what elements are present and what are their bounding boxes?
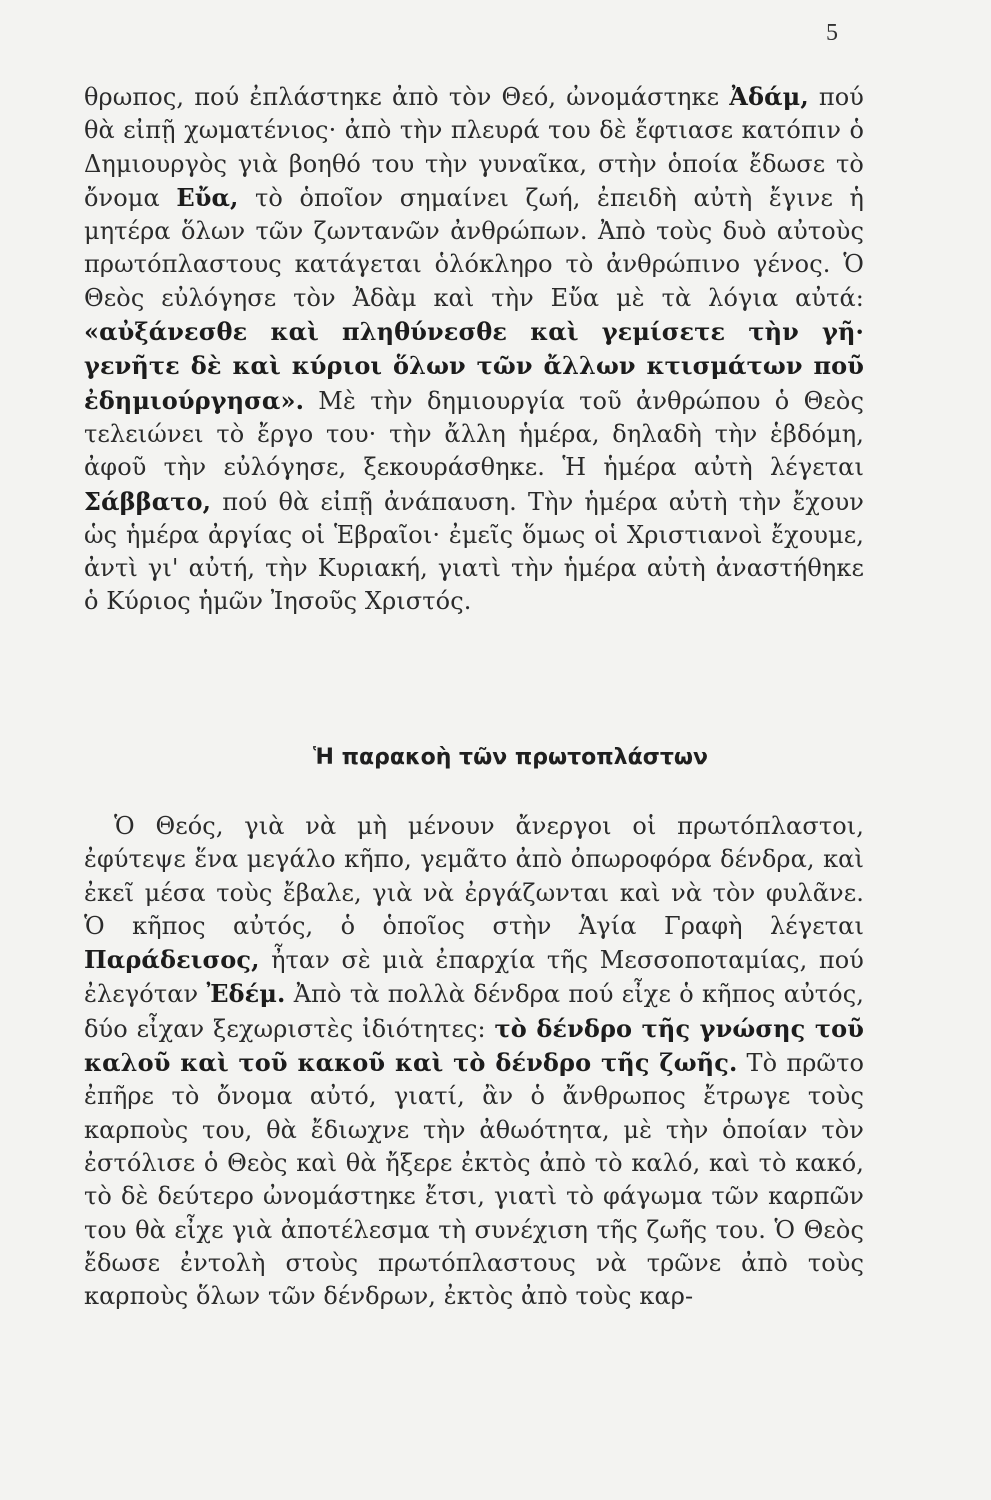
section-heading: Ἡ παρακοὴ τῶν πρωτοπλάστων [313, 745, 708, 770]
body-paragraph-creation [84, 80, 864, 619]
text-run: πού θὰ εἰπῇ ἀνάπαυση. Τὴν ἡμέρα αὐτὴ τὴν ἔχουν ὡς ἡμέρα ἀργίας οἱ Ἑβραῖοι· ἐμεῖς ὅμως οἱ Χριστιανοὶ ἔχουμε, ἀντὶ γι' αὐτή, τὴν Κυριακή, γιατὶ τὴν ἡμέρα αὐτὴ ἀναστήθηκε ὁ Κύριος ἡμῶν Ἰησοῦς Χριστός. [84, 487, 864, 616]
text-run: Ὁ Θεός, γιὰ νὰ μὴ μένουν ἄνεργοι οἱ πρωτόπλαστοι, ἐφύτεψε ἕνα μεγάλο κῆπο, γεμᾶτο ἀπὸ ὀπωροφόρα δένδρα, καὶ ἐκεῖ μέσα τοὺς ἔβαλε, γιὰ νὰ ἐργάζωνται καὶ νὰ τὸν φυλᾶνε. Ὁ κῆπος αὐτός, ὁ ὁποῖος στὴν Ἁγία Γραφὴ λέγεται [84, 812, 864, 940]
bold-quote-blessing: «αὐξάνεσθε καὶ πληθύνεσθε καὶ γεμίσετε τὴν γῆ· γενῆτε δὲ καὶ κύριοι ὅλων τῶν ἄλλων κτισμάτων ποῦ ἐδημιούργησα». [84, 317, 864, 415]
bold-term-adam: Ἀδάμ, [729, 82, 809, 111]
text-run: Τὸ πρῶτο ἐπῆρε τὸ ὄνομα αὐτό, γιατί, ἂν ὁ ἄνθρωπος ἔτρωγε τοὺς καρποὺς του, θὰ ἔδιωχνε τὴν ἀθωότητα, μὲ τὴν ὁποίαν τὸν ἐστόλισε ὁ Θεὸς καὶ θὰ ἤξερε ἐκτὸς ἀπὸ τὸ καλό, καὶ τὸ κακό, τὸ δὲ δεύτερο ὠνομάστηκε ἔτσι, γιατὶ τὸ φάγωμα τῶν καρπῶν του θὰ εἶχε γιὰ ἀποτέλεσμα τὴ συνέχιση τῆς ζωῆς του. Ὁ Θεὸς ἔδωσε ἐντολὴ στοὺς πρωτόπλαστους νὰ τρῶνε ἀπὸ τοὺς καρποὺς ὅλων τῶν δένδρων, ἐκτὸς ἀπὸ τοὺς καρ- [84, 1049, 864, 1311]
text-run: Ἀπὸ τὰ πολλὰ δένδρα πού εἶχε ὁ κῆπος αὐτός, δύο εἶχαν ξεχωριστὲς ἰδιότητες: [84, 980, 864, 1043]
bold-term-eden: Ἐδέμ. [206, 979, 286, 1009]
bold-term-trees: τὸ δένδρο τῆς γνώσης τοῦ καλοῦ καὶ τοῦ κακοῦ καὶ τὸ δένδρο τῆς ζωῆς. [84, 1013, 864, 1078]
bold-term-eve: Εὔα, [176, 182, 239, 212]
body-paragraph-disobedience [84, 810, 864, 1313]
text-run: πού θὰ εἰπῇ χωματένιος· ἀπὸ τὴν πλευρά του δὲ ἔφτιασε κατόπιν ὁ Δημιουργὸς γιὰ βοηθό του τὴν γυναῖκα, στὴν ὁποία ἔδωσε τὸ ὄνομα [84, 83, 864, 212]
bold-term-sabbath: Σάββατο, [84, 486, 212, 516]
bold-term-paradise: Παράδεισος, [84, 945, 260, 975]
text-run: Μὲ τὴν δημιουργία τοῦ ἀνθρώπου ὁ Θεὸς τελειώνει τὸ ἔργο του· τὴν ἄλλη ἡμέρα, δηλαδὴ τὴν ἑβδόμη, ἀφοῦ τὴν εὐλόγησε, ξεκουράσθηκε. Ἡ ἡμέρα αὐτὴ λέγεται [84, 386, 864, 482]
text-run: θρωπος, πού ἐπλάστηκε ἀπὸ τὸν Θεό, ὠνομάστηκε [84, 83, 730, 111]
text-run: ἦταν σὲ μιὰ ἐπαρχία τῆς Μεσσοποταμίας, πού ἐλεγόταν [84, 946, 864, 1009]
page-number: 5 [826, 20, 838, 46]
text-run: τὸ ὁποῖον σημαίνει ζωή, ἐπειδὴ αὐτὴ ἔγινε ἡ μητέρα ὅλων τῶν ζωντανῶν ἀνθρώπων. Ἀπὸ τοὺς δυὸ αὐτοὺς πρωτόπλαστους κατάγεται ὁλόκληρο τὸ ἀνθρώπινο γένος. Ὁ Θεὸς εὐλόγησε τὸν Ἀδὰμ καὶ τὴν Εὔα μὲ τὰ λόγια αὐτά: [84, 183, 864, 312]
